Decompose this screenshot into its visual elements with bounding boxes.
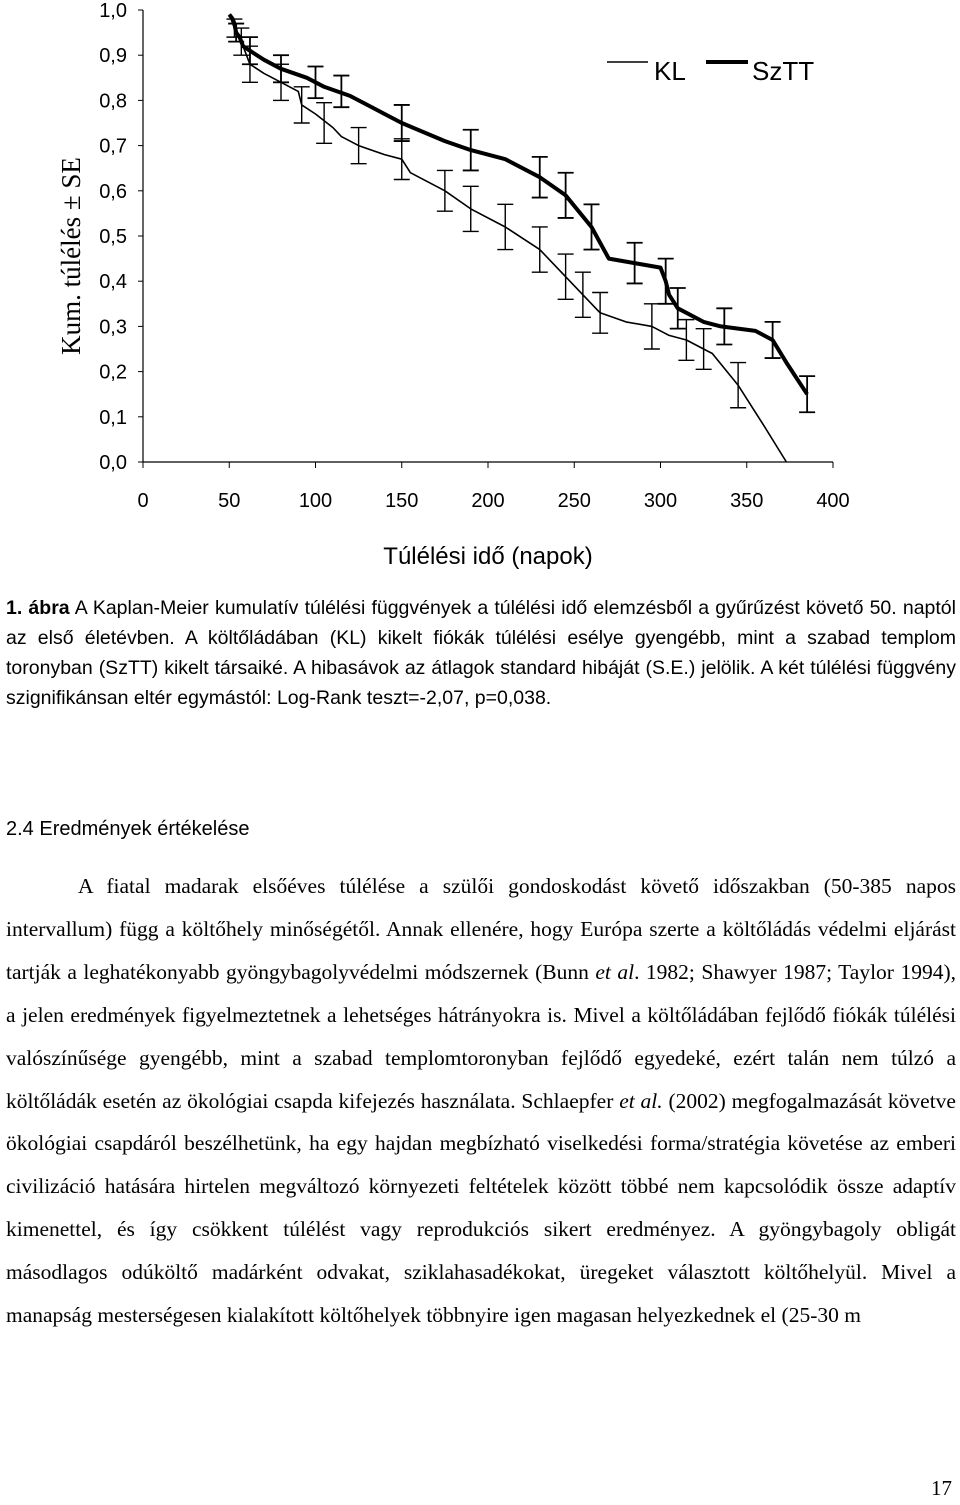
body-text-part-3: (2002) megfogalmazását követve ökológiai csapdáról beszélhetünk, ha egy hajdan megbízható viselkedési forma/stratégia követése az emberi civilizáció hatására hirtelen megváltozó környezeti feltételek között többé nem kapcsolódik össze adaptív kimenettel, és így csökkent túlélést vagy reprodukciós sikert eredményez. A gyöngybagoly obligát másodlagos odúköltő madárként odvakat, sziklahasadékokat, üregeket választott költőhelyül. Mivel a manapság mesterségesen kialakított költőhelyek többnyire igen magasan helyezkednek el (25-30 m [6,1088,956,1328]
x-tick-label: 0 [137,490,149,512]
y-tick-label: 0,1 [99,406,127,429]
y-tick-label: 0,6 [99,180,127,203]
body-text-part-1: A fiatal madarak elsőéves túlélése a szülői gondoskodást követő időszakban (50-385 napos intervallum) függ a költőhely minőségétől. Annak ellenére, hogy Európa szerte a költőládás védelmi eljárást tartják a leghatékonyabb gyöngybagolyvédelmi módszernek (Bunn [6,874,956,984]
body-paragraph [6,865,956,1337]
y-tick-label: 0,4 [99,271,127,294]
y-tick-label: 0,7 [99,135,127,158]
y-tick-label: 0,3 [99,316,127,339]
body-text-part-2: . 1982; Shawyer 1987; Taylor 1994), a jelen eredmények figyelmeztetnek a lehetséges hátrányokra is. Mivel a költőládában fejlődő fiókák túlélési valószínűsége gyengébb, mint a szabad templomtoronyban fejlődő egyedeké, ezért talán nem túlzó a költőládák esetén az ökológiai csapda kifejezés használata. Schlaepfer [6,959,956,1113]
y-tick-label: 0,5 [99,226,127,248]
body-et-al-1: et al [595,959,635,984]
body-et-al-2: et al. [619,1088,663,1113]
x-tick-label: 300 [643,490,678,512]
y-tick-label: 0,0 [99,452,127,474]
x-tick-label: 250 [557,490,591,512]
x-tick-label: 50 [218,490,241,512]
page-number: 17 [931,1476,952,1500]
figure-caption [6,593,956,713]
x-tick-label: 200 [471,490,505,512]
survival-chart [0,0,960,590]
x-tick-label: 350 [730,490,764,512]
y-tick-label: 0,8 [99,90,127,113]
legend-label-sztt: SzTT [752,56,815,86]
survival-chart-svg [0,0,960,590]
y-axis-title: Kum. túlélés ± SE [56,157,86,355]
figure-caption-label: 1. ábra [6,597,70,619]
y-tick-label: 1,0 [99,0,127,22]
figure-caption-text: A Kaplan-Meier kumulatív túlélési függvények a túlélési idő elemzésből a gyűrűzést követő 50. naptól az első életévben. A költőládában (KL) kikelt fiókák túlélési esélye gyengébb, mint a szabad templom toronyban (SzTT) kikelt társaiké. A hibasávok az átlagok standard hibáját (S.E.) jelölik. A két túlélési függvény szignifikánsan eltér egymástól: Log-Rank teszt=-2,07, p=0,038. [6,597,956,709]
y-tick-label: 0,9 [99,45,127,68]
x-tick-label: 100 [298,490,333,512]
legend-label-kl: KL [654,56,686,86]
x-tick-label: 400 [816,490,850,512]
y-tick-label: 0,2 [99,361,127,384]
x-axis-title: Túlélési idő (napok) [383,543,593,570]
section-heading: 2.4 Eredmények értékelése [6,818,250,840]
x-tick-label: 150 [385,490,419,512]
